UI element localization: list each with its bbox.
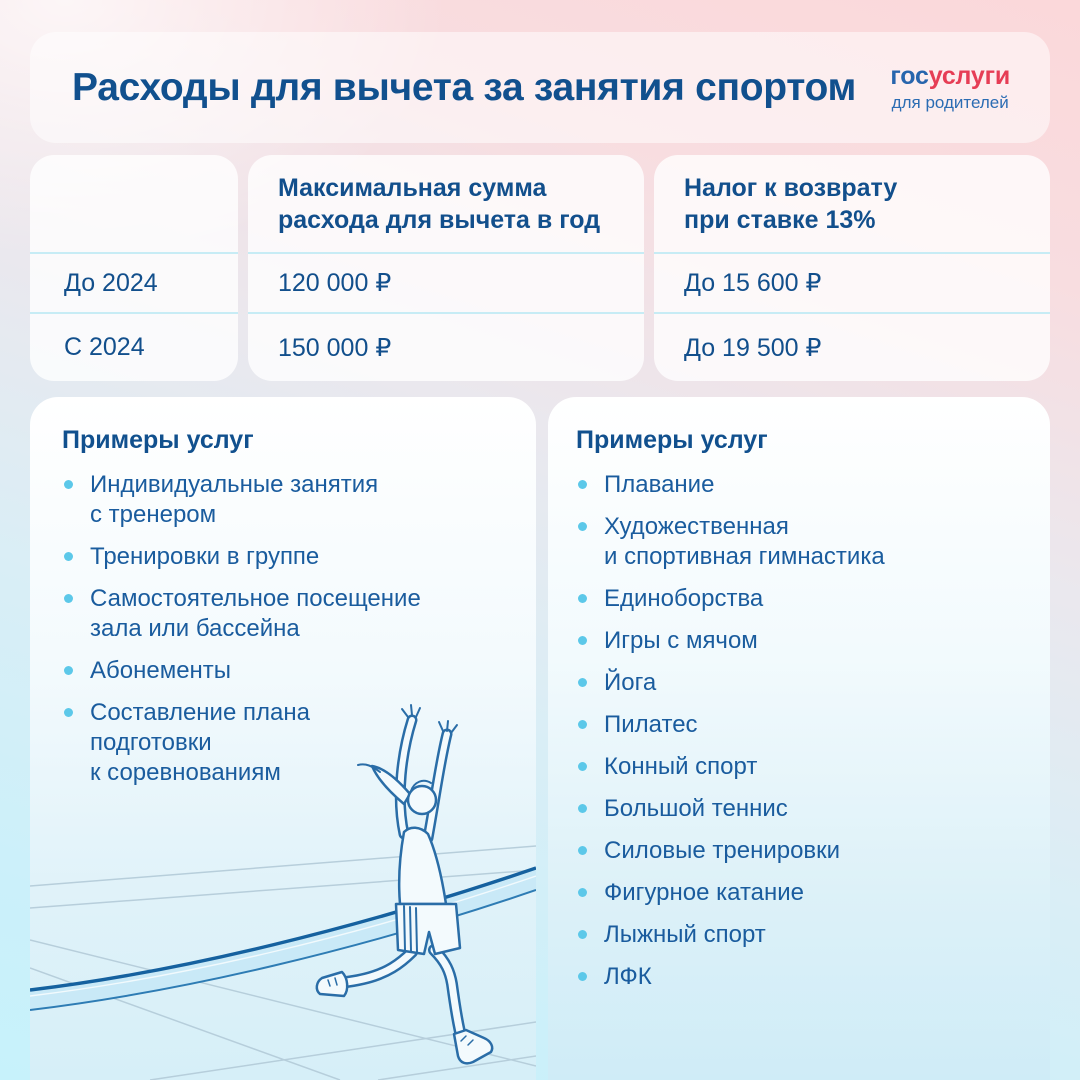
- bullet-dot-icon: [578, 762, 587, 771]
- list-item: Силовые тренировки: [576, 836, 1026, 866]
- list-item: Лыжный спорт: [576, 920, 1026, 950]
- services-right-list: [576, 470, 1026, 992]
- list-item: ЛФК: [576, 962, 1026, 992]
- bullet-dot-icon: [578, 930, 587, 939]
- bullet-dot-icon: [578, 972, 587, 981]
- gosuslugi-logo: [890, 64, 1010, 111]
- list-item: Фигурное катание: [576, 878, 1026, 908]
- table-header-period: [30, 155, 238, 252]
- table-column-period: [30, 155, 238, 381]
- logo-part-gos: гос: [890, 62, 929, 90]
- services-card-left: [30, 397, 536, 1080]
- table-cell-tax-row2: До 19 500 ₽: [654, 312, 1050, 381]
- table-header-tax-refund: Налог к возврату при ставке 13%: [684, 173, 898, 234]
- services-right-heading: Примеры услуг: [576, 426, 768, 454]
- list-item: Самостоятельное посещение зала или бассейна: [62, 584, 510, 644]
- bullet-dot-icon: [64, 552, 73, 561]
- bullet-dot-icon: [578, 594, 587, 603]
- list-item: Единоборства: [576, 584, 1026, 614]
- list-item: Большой теннис: [576, 794, 1026, 824]
- list-item: Художественная и спортивная гимнастика: [576, 512, 1026, 572]
- bullet-dot-icon: [64, 480, 73, 489]
- list-item: Составление плана подготовки к соревнованиям: [62, 698, 510, 788]
- bullet-dot-icon: [578, 720, 587, 729]
- table-cell-period-row1: До 2024: [30, 252, 238, 312]
- list-item: Игры с мячом: [576, 626, 1026, 656]
- list-item: Конный спорт: [576, 752, 1026, 782]
- logo-part-uslugi: услуги: [928, 62, 1010, 90]
- table-cell-max-row1: 120 000 ₽: [248, 252, 644, 312]
- page-title: Расходы для вычета за занятия спортом: [72, 65, 857, 109]
- bullet-dot-icon: [578, 804, 587, 813]
- bullet-dot-icon: [578, 522, 587, 531]
- list-item: Йога: [576, 668, 1026, 698]
- comparison-table: [30, 155, 1050, 381]
- list-item: Тренировки в группе: [62, 542, 510, 572]
- table-header-max-expense: Максимальная сумма расхода для вычета в год: [278, 173, 601, 234]
- bullet-dot-icon: [578, 480, 587, 489]
- bullet-dot-icon: [578, 888, 587, 897]
- list-item: Плавание: [576, 470, 1026, 500]
- bullet-dot-icon: [578, 636, 587, 645]
- table-column-max-expense: [248, 155, 644, 381]
- bullet-dot-icon: [578, 846, 587, 855]
- table-cell-period-row2: С 2024: [30, 312, 238, 381]
- services-section: [30, 397, 1050, 1080]
- bullet-dot-icon: [64, 708, 73, 717]
- list-item: Индивидуальные занятия с тренером: [62, 470, 510, 530]
- table-cell-max-row2: 150 000 ₽: [248, 312, 644, 381]
- services-card-right: [548, 397, 1050, 1080]
- bullet-dot-icon: [64, 594, 73, 603]
- gosuslugi-logo-wordmark: [890, 64, 1010, 89]
- list-item: Пилатес: [576, 710, 1026, 740]
- bullet-dot-icon: [64, 666, 73, 675]
- logo-tagline: для родителей: [891, 93, 1009, 112]
- table-column-tax-refund: [654, 155, 1050, 381]
- services-left-heading: Примеры услуг: [62, 426, 254, 454]
- header-card: [30, 32, 1050, 143]
- services-left-list: [62, 470, 510, 788]
- bullet-dot-icon: [578, 678, 587, 687]
- list-item: Абонементы: [62, 656, 510, 686]
- table-cell-tax-row1: До 15 600 ₽: [654, 252, 1050, 312]
